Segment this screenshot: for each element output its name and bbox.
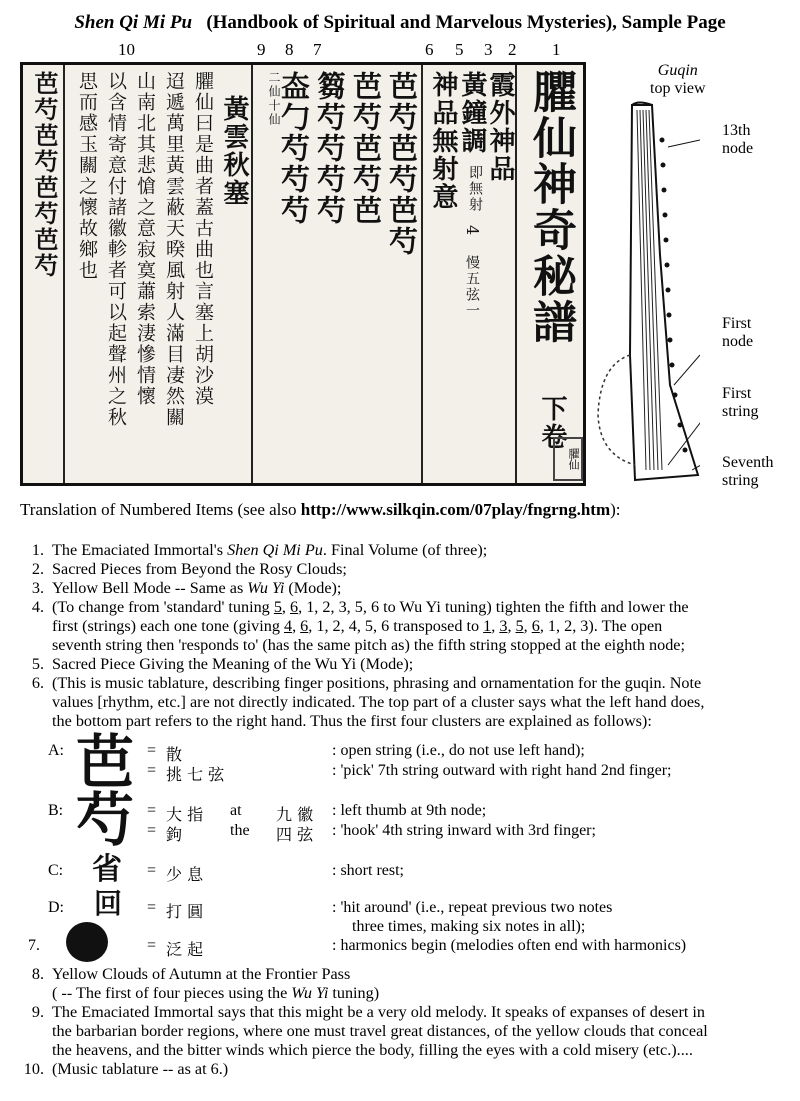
scan-column-1-sub: 下卷	[537, 395, 567, 451]
page-title: Shen Qi Mi Pu (Handbook of Spiritual and Marvelous Mysteries), Sample Page	[74, 12, 726, 33]
scan-column-2: 霞外神品	[485, 71, 515, 183]
scan-column-8: 黃雲秋塞	[219, 95, 249, 207]
guqin-diagram	[590, 55, 700, 495]
guqin-title: Guqin top view	[650, 62, 706, 97]
scan-column-3: 黃鐘調	[457, 71, 487, 155]
scan-column-5: 神品無射意	[428, 71, 458, 211]
scan-column-1: 臞仙神奇秘譜	[525, 69, 576, 345]
harmonics-glyph	[66, 922, 108, 962]
reference-link[interactable]: http://www.silkqin.com/07play/fngrng.htm	[300, 500, 611, 519]
glyph-cluster-b: 芍	[76, 786, 135, 854]
glyph-cluster-a: 芭	[76, 728, 135, 796]
scan-column-10: 芭芍芭芍芭芍芭芍	[30, 71, 59, 279]
glyph-cluster-c: 省	[92, 852, 122, 887]
handbook-page-scan: 臞仙神奇秘譜 下卷 臞仙 霞外神品 黃鐘調 即無射 4 慢五弦一 神品無射意 芭芍芭芍芭芍 芭芍芭芍芭 篘芍芍芍芍 盇勹芍芍芍 二仙十仙 黃雲秋塞 臞仙曰是曲者蓋古曲也言塞上胡沙漠 迢遞萬里黃雲蔽天暌風射人滿目凄然關 山南北其悲愴之意寂寞蕭索淒慘情懷 以含情寄意付諸徽軫者可以起聲州之秋 思而感玉關之懷故鄉也 芭芍芭芍芭芍芭芍	[20, 62, 586, 486]
translation-heading: Translation of Numbered Items (see also http://www.silkqin.com/07play/fngrng.htm):	[20, 500, 621, 519]
glyph-cluster-d: 回	[94, 887, 123, 920]
scan-column-6: 芭芍芭芍芭芍	[385, 71, 419, 257]
column-numbers: 10 9 8 7 6 5 3 2 1	[118, 40, 561, 59]
collector-seal: 臞仙	[553, 437, 583, 481]
